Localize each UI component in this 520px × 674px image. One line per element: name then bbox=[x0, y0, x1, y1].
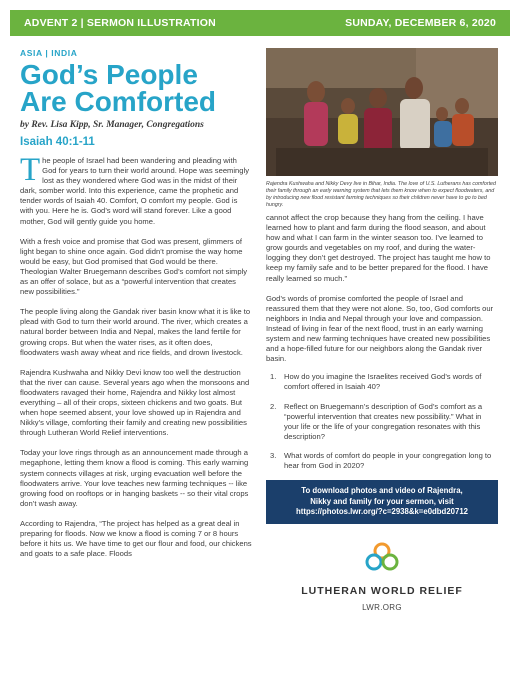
organization-footer bbox=[266, 540, 498, 612]
question-item bbox=[266, 372, 498, 392]
title-line-1: God’s People bbox=[20, 59, 198, 90]
paragraph-4: Rajendra Kushwaha and Nikky Devi know too well the destruction that the river can cause. Several years ago when the monsoons and floodwaters ravaged their home, Rajendra and Nikky lost almost everything – all of their crops, sixteen chickens and two goats. But when hope seemed absent, your love showed up in Rajendra and Nikky’s village, comforting their family and creating new possibilities through Lutheran World Relief interventions. bbox=[20, 367, 250, 438]
paragraph-3: The people living along the Gandak river basin know what it is like to plead with God to turn their world around. The river, which creates a natural border between India and Nepal, makes the land fertile for growing crops. But when the water rises, as it often does, floodwaters wash away wheat and rice fields, and drown livestock. bbox=[20, 307, 251, 357]
cta-line-1: To download photos and video of Rajendra, bbox=[301, 486, 463, 496]
left-column bbox=[20, 48, 252, 559]
question-text: How do you imagine the Israelites received God’s words of comfort offered in Isaiah 40? bbox=[284, 372, 482, 392]
drop-cap: T bbox=[20, 152, 41, 188]
header-series-label: ADVENT 2 | SERMON ILLUSTRATION bbox=[24, 17, 216, 29]
paragraph-1 bbox=[20, 152, 252, 227]
question-text: Reflect on Bruegemann’s description of God’s comfort as a “powerful intervention that creates new possibility.” What in your life or the life of your congregation resonates with this description? bbox=[284, 401, 483, 441]
cta-line-2: Nikky and family for your sermon, visit bbox=[310, 496, 454, 506]
region-label: ASIA | INDIA bbox=[20, 48, 78, 58]
download-callout bbox=[266, 480, 498, 524]
title-line-2: Are Comforted bbox=[20, 86, 217, 117]
download-link[interactable]: https://photos.lwr.org/?c=2938&k=e0dbd20712 bbox=[295, 507, 469, 517]
scripture-reference: Isaiah 40:1-11 bbox=[20, 136, 95, 148]
byline: by Rev. Lisa Kipp, Sr. Manager, Congregations bbox=[20, 120, 204, 130]
family-photo bbox=[266, 48, 498, 176]
photo-caption: Rajendra Kushwaha and Nikky Devy live in Bihar, India. The love of U.S. Lutherans has comforted their family through an early warning system that lets them know when to expect floodwaters, and by introducing new flood resistant farming techniques so their children never have to go to bed hungry. bbox=[266, 181, 496, 208]
family-photo-illustration bbox=[266, 48, 498, 176]
question-item bbox=[266, 402, 498, 442]
organization-name: LUTHERAN WORLD RELIEF bbox=[301, 584, 463, 597]
right-column bbox=[266, 48, 498, 612]
question-number: 1. bbox=[270, 372, 277, 382]
paragraph-1-text: he people of Israel had been wandering and pleading with God for years to turn their world around. Hope was seemingly lost as they wondered where God was in the midst of their dark, somber world. Into this experience, came the prophetic and tender words of Isaiah 40. Comfort, O comfort my people. God is with you. Here he is. God’s word will stand forever. Like a good mother, God will gently guide you home. bbox=[20, 156, 249, 226]
paragraph-5: Today your love rings through as an announcement made through a megaphone, letting them know a flood is coming. This early warning system connects villages at risk, urging evacuation well before the floodwaters arrive. Your love teaches new farming techniques -- like growing food on rooftops or in hanging baskets -- so their vital crops don’t wash away. bbox=[20, 448, 249, 508]
organization-url[interactable]: LWR.ORG bbox=[362, 602, 402, 612]
header-date: SUNDAY, DECEMBER 6, 2020 bbox=[345, 17, 496, 29]
question-number: 2. bbox=[270, 401, 277, 411]
header-bar bbox=[10, 10, 510, 36]
question-item bbox=[266, 451, 498, 471]
paragraph-7: cannot affect the crop because they hang from the ceiling. I have learned how to plant and farm during the flood season, and about how and what I can farm in the winter season too. I’ve learned to grow gourds and vegetables on my roof, and during the water-logging they don’t get destroyed. The project has taught me how to keep my family safe and to be better prepared for the flood. I have really learned so much.” bbox=[266, 213, 491, 283]
page-title bbox=[20, 61, 252, 115]
paragraph-6: According to Rajendra, “The project has helped as a great deal in preparing for floods. Now we know a flood is coming 7 or 8 hours before it hits us. We have time to get our flour and food, our chickens and goats to a safe place. Floods bbox=[20, 518, 252, 559]
paragraph-8: God’s words of promise comforted the people of Israel and reassured them that they were not alone. So, too, God comforts our neighbors in India and Nepal through your love and compassion. Instead of living in fear of the next flood, trust in an early warning system and new farming techniques have created new possibilities and a hope-filled future for our neighbors along the Gandak river basin. bbox=[266, 293, 494, 364]
paragraph-2: With a fresh voice and promise that God was present, glimmers of light began to shine once again. God didn’t promise the way home would be easy, but God promised that God would be there. Theologian Walter Bruegemann describes God’s comfort not simply as an offer of solace, but as a “powerful intervention that creates new possibilities.” bbox=[20, 236, 248, 297]
question-text: What words of comfort do people in your congregation long to hear from God in 2020? bbox=[284, 450, 492, 470]
lwr-rings-logo-icon bbox=[362, 540, 402, 574]
reflection-questions bbox=[266, 372, 498, 471]
question-number: 3. bbox=[270, 450, 277, 460]
